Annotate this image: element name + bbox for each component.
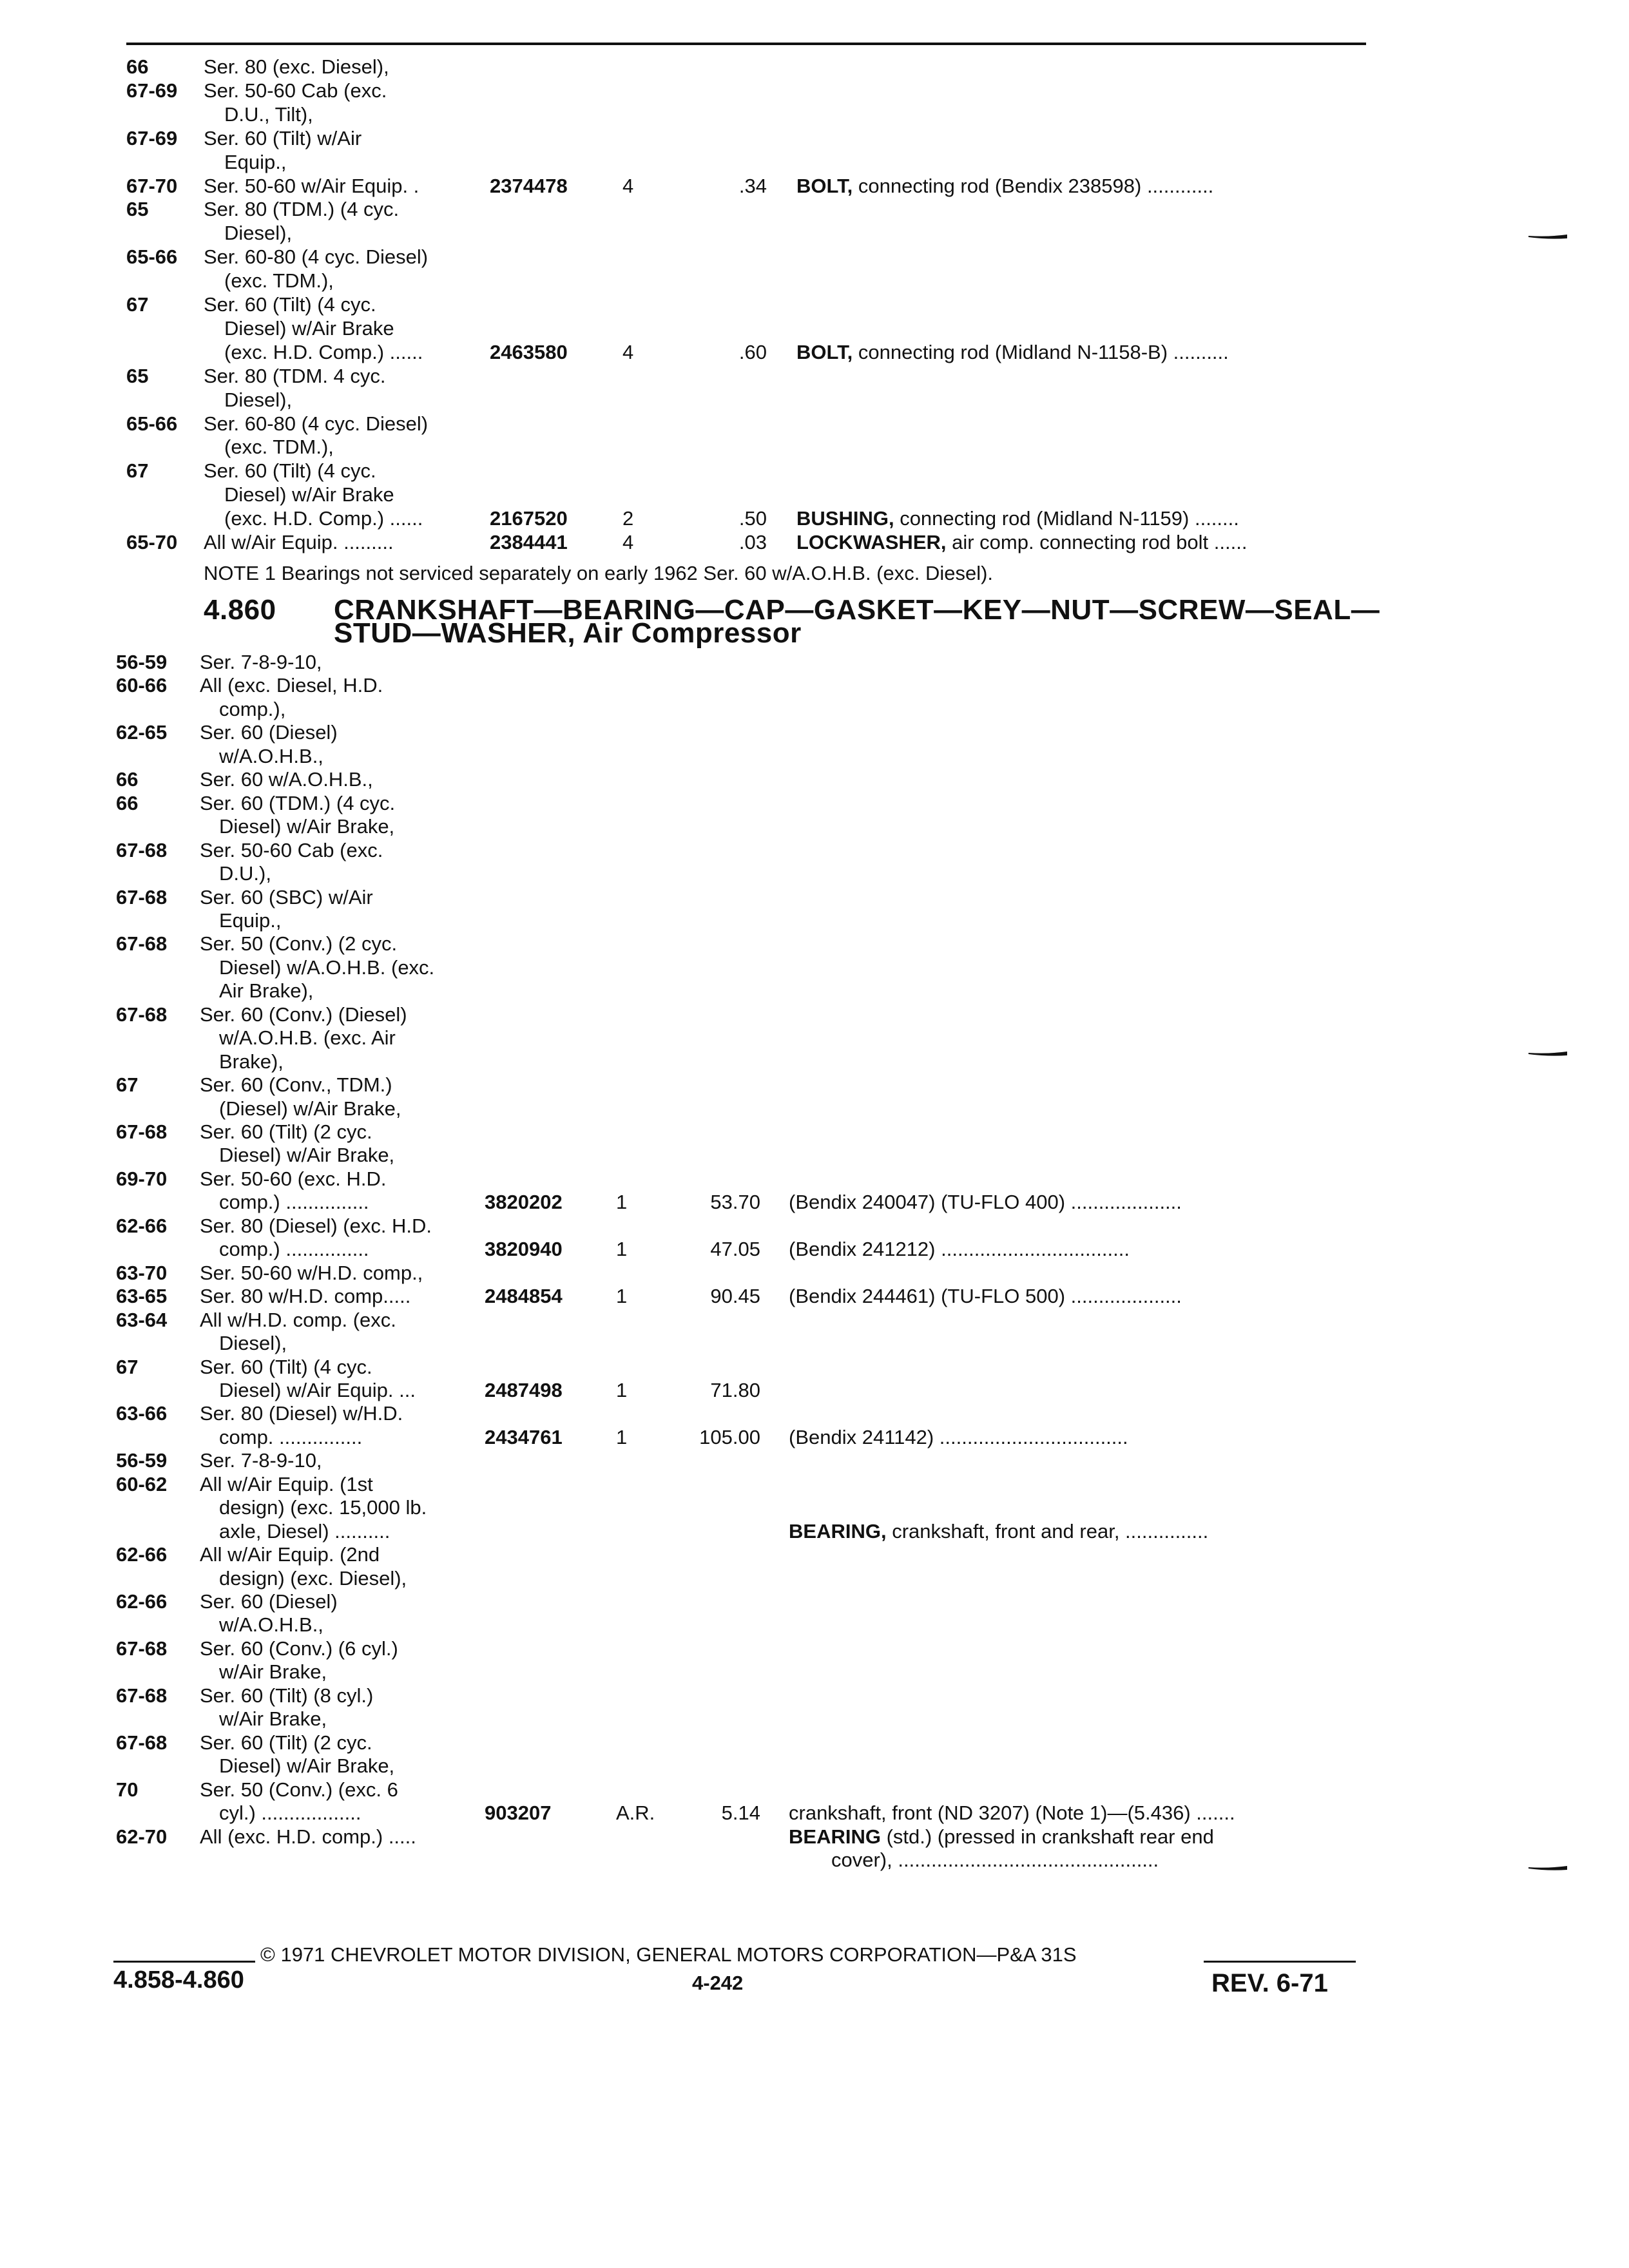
application-description: design) (exc. Diesel), bbox=[219, 1566, 407, 1590]
quantity: 4 bbox=[622, 340, 634, 363]
price: 105.00 bbox=[699, 1425, 760, 1448]
table-row bbox=[0, 697, 1629, 722]
table-row bbox=[0, 908, 1629, 934]
price: .03 bbox=[738, 531, 767, 553]
table-row bbox=[0, 1096, 1629, 1122]
table-row bbox=[0, 244, 1629, 270]
table-row bbox=[0, 1189, 1629, 1215]
model-years: 67-69 bbox=[126, 126, 178, 149]
model-years: 67-69 bbox=[126, 79, 178, 102]
part-description bbox=[789, 1519, 1208, 1544]
part-detail: (Bendix 244461) (TU-FLO 500) .................... bbox=[789, 1285, 1182, 1308]
table-row bbox=[0, 1824, 1629, 1850]
application-description: w/Air Brake, bbox=[219, 1707, 327, 1731]
price: .34 bbox=[738, 174, 767, 197]
application-description: Ser. 60-80 (4 cyc. Diesel) bbox=[204, 245, 429, 269]
part-description bbox=[789, 1425, 1128, 1450]
table-row bbox=[0, 458, 1629, 484]
table-row bbox=[0, 54, 1629, 80]
application-description: Diesel) w/Air Brake, bbox=[219, 815, 395, 838]
model-years: 67-68 bbox=[116, 932, 168, 956]
model-years: 70 bbox=[116, 1778, 139, 1801]
table-row bbox=[0, 838, 1629, 863]
table-row bbox=[0, 1847, 1629, 1873]
table-row bbox=[0, 1260, 1629, 1286]
part-name: BEARING, bbox=[789, 1519, 887, 1542]
application-description: (exc. TDM.), bbox=[224, 436, 334, 459]
price: 5.14 bbox=[721, 1802, 760, 1825]
application-description: (Diesel) w/Air Brake, bbox=[219, 1097, 401, 1120]
binding-mark-1 bbox=[1528, 235, 1567, 240]
application-description: Diesel), bbox=[219, 1332, 287, 1355]
part-description bbox=[789, 1800, 1235, 1826]
table-row bbox=[0, 1049, 1629, 1075]
part-name: BOLT, bbox=[796, 340, 853, 363]
application-description: Diesel) w/A.O.H.B. (exc. bbox=[219, 956, 435, 979]
application-description: Ser. 60 (Tilt) w/Air bbox=[204, 126, 362, 149]
application-description: Ser. 60 (Conv.) (6 cyl.) bbox=[200, 1637, 398, 1660]
table-row bbox=[0, 1401, 1629, 1427]
application-description: Ser. 60 (Tilt) (4 cyc. bbox=[200, 1355, 372, 1378]
application-description: Ser. 60 (Tilt) (8 cyl.) bbox=[200, 1684, 374, 1707]
table-row bbox=[0, 1213, 1629, 1239]
part-detail: crankshaft, front and rear, ............... bbox=[886, 1519, 1209, 1542]
table-row bbox=[0, 1495, 1629, 1521]
table-row bbox=[0, 1542, 1629, 1568]
quantity: 1 bbox=[616, 1191, 628, 1214]
part-detail: (std.) (pressed in crankshaft rear end bbox=[880, 1825, 1214, 1848]
model-years: 63-70 bbox=[116, 1261, 168, 1284]
application-description: (exc. TDM.), bbox=[224, 269, 334, 293]
quantity: A.R. bbox=[616, 1802, 655, 1825]
table-row bbox=[0, 1002, 1629, 1028]
application-description: (exc. H.D. Comp.) ...... bbox=[224, 507, 423, 530]
application-description: Ser. 80 (TDM. 4 cyc. bbox=[204, 364, 386, 387]
top-rule bbox=[126, 43, 1366, 45]
table-row bbox=[0, 387, 1629, 413]
table-row bbox=[0, 1425, 1629, 1450]
model-years: 62-66 bbox=[116, 1214, 168, 1237]
table-row bbox=[0, 1378, 1629, 1403]
section-title-line1: CRANKSHAFT—BEARING—CAP—GASKET—KEY—NUT—SCREW—SEAL— bbox=[334, 594, 1380, 626]
model-years: 67-68 bbox=[116, 838, 168, 861]
part-number: 2384441 bbox=[490, 531, 568, 553]
table-row bbox=[0, 340, 1629, 365]
application-description: Ser. 60 w/A.O.H.B., bbox=[200, 768, 373, 791]
part-description bbox=[796, 506, 1239, 532]
table-row bbox=[0, 1025, 1629, 1051]
application-description: All w/Air Equip. ......... bbox=[204, 531, 394, 553]
part-number: 2374478 bbox=[490, 174, 568, 197]
binding-mark-2 bbox=[1528, 1052, 1567, 1057]
section-number: 4.860 bbox=[204, 594, 276, 626]
table-row bbox=[0, 434, 1629, 460]
application-description: Diesel), bbox=[224, 388, 293, 411]
application-description: Ser. 60 (Tilt) (4 cyc. bbox=[204, 459, 376, 483]
model-years: 65-66 bbox=[126, 245, 178, 269]
model-years: 67-68 bbox=[116, 1731, 168, 1754]
table-row bbox=[0, 1659, 1629, 1685]
table-row bbox=[0, 1236, 1629, 1262]
part-number: 2484854 bbox=[485, 1285, 563, 1308]
application-description: Ser. 60 (Tilt) (4 cyc. bbox=[204, 293, 376, 316]
part-detail: cover), ............................................... bbox=[831, 1848, 1159, 1871]
application-description: axle, Diesel) .......... bbox=[219, 1519, 390, 1542]
model-years: 63-66 bbox=[116, 1402, 168, 1425]
table-row bbox=[0, 220, 1629, 246]
table-row bbox=[0, 1706, 1629, 1732]
part-number: 2434761 bbox=[485, 1425, 563, 1448]
part-detail: connecting rod (Midland N-1158-B) .......... bbox=[853, 340, 1229, 363]
part-name: BUSHING, bbox=[796, 507, 894, 530]
application-description: Ser. 60 (Tilt) (2 cyc. bbox=[200, 1120, 372, 1143]
price: .50 bbox=[738, 507, 767, 530]
part-number: 903207 bbox=[485, 1802, 552, 1825]
model-years: 67 bbox=[116, 1073, 139, 1097]
application-description: w/A.O.H.B. (exc. Air bbox=[219, 1026, 396, 1050]
table-row bbox=[0, 1800, 1629, 1826]
part-name: BOLT, bbox=[796, 174, 853, 197]
application-description: Ser. 50-60 w/H.D. comp., bbox=[200, 1261, 423, 1284]
part-detail: connecting rod (Midland N-1159) ........ bbox=[894, 507, 1239, 530]
footer-section-range: 4.858-4.860 bbox=[113, 1966, 244, 1994]
part-number: 2487498 bbox=[485, 1378, 563, 1401]
model-years: 67-68 bbox=[116, 885, 168, 908]
application-description: Ser. 60 (Diesel) bbox=[200, 721, 338, 744]
part-description bbox=[789, 1189, 1182, 1215]
part-number: 2167520 bbox=[490, 507, 568, 530]
binding-mark-3 bbox=[1528, 1866, 1567, 1871]
application-description: comp.), bbox=[219, 697, 286, 720]
model-years: 60-62 bbox=[116, 1472, 168, 1495]
table-row bbox=[0, 791, 1629, 816]
table-row bbox=[0, 1142, 1629, 1168]
model-years: 62-66 bbox=[116, 1590, 168, 1613]
application-description: Ser. 60 (Conv., TDM.) bbox=[200, 1073, 392, 1097]
application-description: Ser. 60-80 (4 cyc. Diesel) bbox=[204, 412, 429, 435]
model-years: 56-59 bbox=[116, 1449, 168, 1472]
application-description: Diesel) w/Air Brake bbox=[224, 316, 394, 340]
application-description: Diesel) w/Air Brake, bbox=[219, 1144, 395, 1167]
price: 47.05 bbox=[710, 1238, 760, 1261]
table-row bbox=[0, 1307, 1629, 1333]
model-years: 65-70 bbox=[126, 531, 178, 553]
quantity: 4 bbox=[622, 174, 634, 197]
application-description: Diesel), bbox=[224, 222, 293, 245]
table-row bbox=[0, 530, 1629, 555]
table-row bbox=[0, 197, 1629, 222]
application-description: Diesel) w/Air Brake bbox=[224, 483, 394, 506]
part-detail: (Bendix 241212) .................................. bbox=[789, 1238, 1130, 1261]
part-detail: air comp. connecting rod bolt ...... bbox=[946, 531, 1248, 553]
model-years: 67-68 bbox=[116, 1637, 168, 1660]
table-row bbox=[0, 1472, 1629, 1497]
table-row bbox=[0, 861, 1629, 887]
quantity: 1 bbox=[616, 1285, 628, 1308]
application-description: w/Air Brake, bbox=[219, 1660, 327, 1684]
table-row bbox=[0, 978, 1629, 1004]
application-description: All w/Air Equip. (2nd bbox=[200, 1543, 380, 1566]
part-detail: connecting rod (Bendix 238598) ............ bbox=[853, 174, 1214, 197]
table-row bbox=[0, 411, 1629, 437]
model-years: 63-64 bbox=[116, 1308, 168, 1331]
application-description: Ser. 50-60 w/Air Equip. . bbox=[204, 174, 419, 197]
application-description: comp.) ............... bbox=[219, 1238, 369, 1261]
application-description: (exc. H.D. Comp.) ...... bbox=[224, 340, 423, 363]
application-description: Ser. 50-60 (exc. H.D. bbox=[200, 1167, 387, 1190]
table-row bbox=[0, 126, 1629, 151]
model-years: 65 bbox=[126, 364, 149, 387]
note-1: NOTE 1 Bearings not serviced separately on early 1962 Ser. 60 w/A.O.H.B. (exc. Diesel). bbox=[204, 562, 994, 584]
table-row bbox=[0, 1354, 1629, 1380]
part-name: LOCKWASHER, bbox=[796, 531, 947, 553]
quantity: 2 bbox=[622, 507, 634, 530]
table-row bbox=[0, 1753, 1629, 1779]
application-description: Ser. 60 (Conv.) (Diesel) bbox=[200, 1003, 407, 1026]
model-years: 60-66 bbox=[116, 674, 168, 697]
model-years: 62-66 bbox=[116, 1543, 168, 1566]
quantity: 1 bbox=[616, 1425, 628, 1448]
application-description: Ser. 7-8-9-10, bbox=[200, 651, 322, 673]
model-years: 67 bbox=[116, 1355, 139, 1378]
quantity: 1 bbox=[616, 1238, 628, 1261]
application-description: Ser. 50 (Conv.) (2 cyc. bbox=[200, 932, 398, 956]
table-row bbox=[0, 173, 1629, 199]
application-description: comp.) ............... bbox=[219, 1191, 369, 1214]
quantity: 4 bbox=[622, 531, 634, 553]
table-row bbox=[0, 1566, 1629, 1591]
application-description: Ser. 80 (Diesel) (exc. H.D. bbox=[200, 1214, 432, 1237]
table-row bbox=[0, 1589, 1629, 1615]
model-years: 67-68 bbox=[116, 1003, 168, 1026]
footer-copyright: © 1971 CHEVROLET MOTOR DIVISION, GENERAL MOTORS CORPORATION—P&A 31S bbox=[260, 1943, 1077, 1966]
table-row bbox=[0, 931, 1629, 957]
application-description: Ser. 80 (exc. Diesel), bbox=[204, 55, 389, 78]
table-row bbox=[0, 1777, 1629, 1803]
price: 53.70 bbox=[710, 1191, 760, 1214]
table-row bbox=[0, 506, 1629, 532]
application-description: design) (exc. 15,000 lb. bbox=[219, 1496, 427, 1519]
price: .60 bbox=[738, 340, 767, 363]
part-description bbox=[789, 1236, 1130, 1262]
table-row bbox=[0, 268, 1629, 294]
table-row bbox=[0, 1072, 1629, 1098]
table-row bbox=[0, 1331, 1629, 1356]
part-name: BEARING bbox=[789, 1825, 881, 1848]
model-years: 63-65 bbox=[116, 1285, 168, 1308]
table-row bbox=[0, 1612, 1629, 1638]
application-description: Air Brake), bbox=[219, 979, 314, 1003]
model-years: 69-70 bbox=[116, 1167, 168, 1190]
application-description: Ser. 50-60 Cab (exc. bbox=[200, 838, 383, 861]
model-years: 66 bbox=[126, 55, 149, 78]
table-row bbox=[0, 649, 1629, 675]
application-description: comp. ............... bbox=[219, 1425, 363, 1448]
part-number: 3820940 bbox=[485, 1238, 563, 1261]
table-row bbox=[0, 1636, 1629, 1662]
footer-rule-right bbox=[1204, 1961, 1356, 1963]
application-description: Ser. 80 (Diesel) w/H.D. bbox=[200, 1402, 403, 1425]
application-description: w/A.O.H.B., bbox=[219, 744, 323, 767]
table-row bbox=[0, 1283, 1629, 1309]
application-description: Ser. 80 w/H.D. comp..... bbox=[200, 1285, 411, 1308]
model-years: 66 bbox=[116, 791, 139, 814]
table-row bbox=[0, 720, 1629, 745]
model-years: 67-68 bbox=[116, 1684, 168, 1707]
part-description bbox=[796, 173, 1213, 199]
table-row bbox=[0, 744, 1629, 769]
application-description: w/A.O.H.B., bbox=[219, 1613, 323, 1637]
application-description: Diesel) w/Air Brake, bbox=[219, 1754, 395, 1778]
model-years: 66 bbox=[116, 768, 139, 791]
table-row bbox=[0, 292, 1629, 318]
model-years: 67 bbox=[126, 293, 149, 316]
model-years: 67-68 bbox=[116, 1120, 168, 1143]
application-description: All (exc. Diesel, H.D. bbox=[200, 674, 383, 697]
table-row bbox=[0, 885, 1629, 910]
table-row bbox=[0, 1730, 1629, 1756]
application-description: cyl.) .................. bbox=[219, 1802, 361, 1825]
footer-rule-left bbox=[113, 1961, 255, 1963]
table-row bbox=[0, 316, 1629, 341]
application-description: Ser. 60 (TDM.) (4 cyc. bbox=[200, 791, 396, 814]
quantity: 1 bbox=[616, 1378, 628, 1401]
table-row bbox=[0, 102, 1629, 128]
table-row bbox=[0, 1448, 1629, 1474]
part-description bbox=[789, 1824, 1214, 1850]
table-row bbox=[0, 78, 1629, 104]
table-row bbox=[0, 1519, 1629, 1544]
table-row bbox=[0, 1166, 1629, 1192]
part-detail: crankshaft, front (ND 3207) (Note 1)—(5.436) ....... bbox=[789, 1802, 1235, 1825]
part-description bbox=[796, 530, 1247, 555]
price: 90.45 bbox=[710, 1285, 760, 1308]
section-title-line2: STUD—WASHER, Air Compressor bbox=[334, 617, 802, 649]
model-years: 62-65 bbox=[116, 721, 168, 744]
application-description: Ser. 50-60 Cab (exc. bbox=[204, 79, 387, 102]
model-years: 65-66 bbox=[126, 412, 178, 435]
part-description bbox=[789, 1283, 1182, 1309]
application-description: Equip., bbox=[224, 150, 287, 173]
application-description: Equip., bbox=[219, 908, 282, 932]
part-description bbox=[796, 340, 1229, 365]
application-description: Brake), bbox=[219, 1050, 284, 1073]
application-description: Ser. 60 (Diesel) bbox=[200, 1590, 338, 1613]
part-number: 2463580 bbox=[490, 340, 568, 363]
part-detail: (Bendix 240047) (TU-FLO 400) .................... bbox=[789, 1191, 1182, 1214]
application-description: All w/Air Equip. (1st bbox=[200, 1472, 373, 1495]
model-years: 67 bbox=[126, 459, 149, 483]
application-description: Diesel) w/Air Equip. ... bbox=[219, 1378, 416, 1401]
application-description: All w/H.D. comp. (exc. bbox=[200, 1308, 396, 1331]
part-detail: (Bendix 241142) .................................. bbox=[789, 1425, 1128, 1448]
application-description: All (exc. H.D. comp.) ..... bbox=[200, 1825, 416, 1848]
application-description: Ser. 60 (SBC) w/Air bbox=[200, 885, 373, 908]
application-description: D.U., Tilt), bbox=[224, 102, 313, 126]
model-years: 67-70 bbox=[126, 174, 178, 197]
application-description: Ser. 7-8-9-10, bbox=[200, 1449, 322, 1472]
table-row bbox=[0, 149, 1629, 175]
footer-revision: REV. 6-71 bbox=[1211, 1969, 1328, 1997]
model-years: 62-70 bbox=[116, 1825, 168, 1848]
table-row bbox=[0, 1119, 1629, 1145]
part-description bbox=[831, 1847, 1159, 1873]
application-description: Ser. 60 (Tilt) (2 cyc. bbox=[200, 1731, 372, 1754]
model-years: 56-59 bbox=[116, 651, 168, 673]
application-description: D.U.), bbox=[219, 862, 271, 885]
table-row bbox=[0, 482, 1629, 508]
application-description: Ser. 50 (Conv.) (exc. 6 bbox=[200, 1778, 398, 1801]
table-row bbox=[0, 767, 1629, 793]
table-row bbox=[0, 673, 1629, 698]
table-row bbox=[0, 814, 1629, 840]
table-row bbox=[0, 1683, 1629, 1709]
application-description: Ser. 80 (TDM.) (4 cyc. bbox=[204, 198, 400, 221]
table-row bbox=[0, 363, 1629, 389]
model-years: 65 bbox=[126, 198, 149, 221]
price: 71.80 bbox=[710, 1378, 760, 1401]
part-number: 3820202 bbox=[485, 1191, 563, 1214]
table-row bbox=[0, 955, 1629, 981]
footer-page-number: 4-242 bbox=[692, 1972, 744, 1994]
